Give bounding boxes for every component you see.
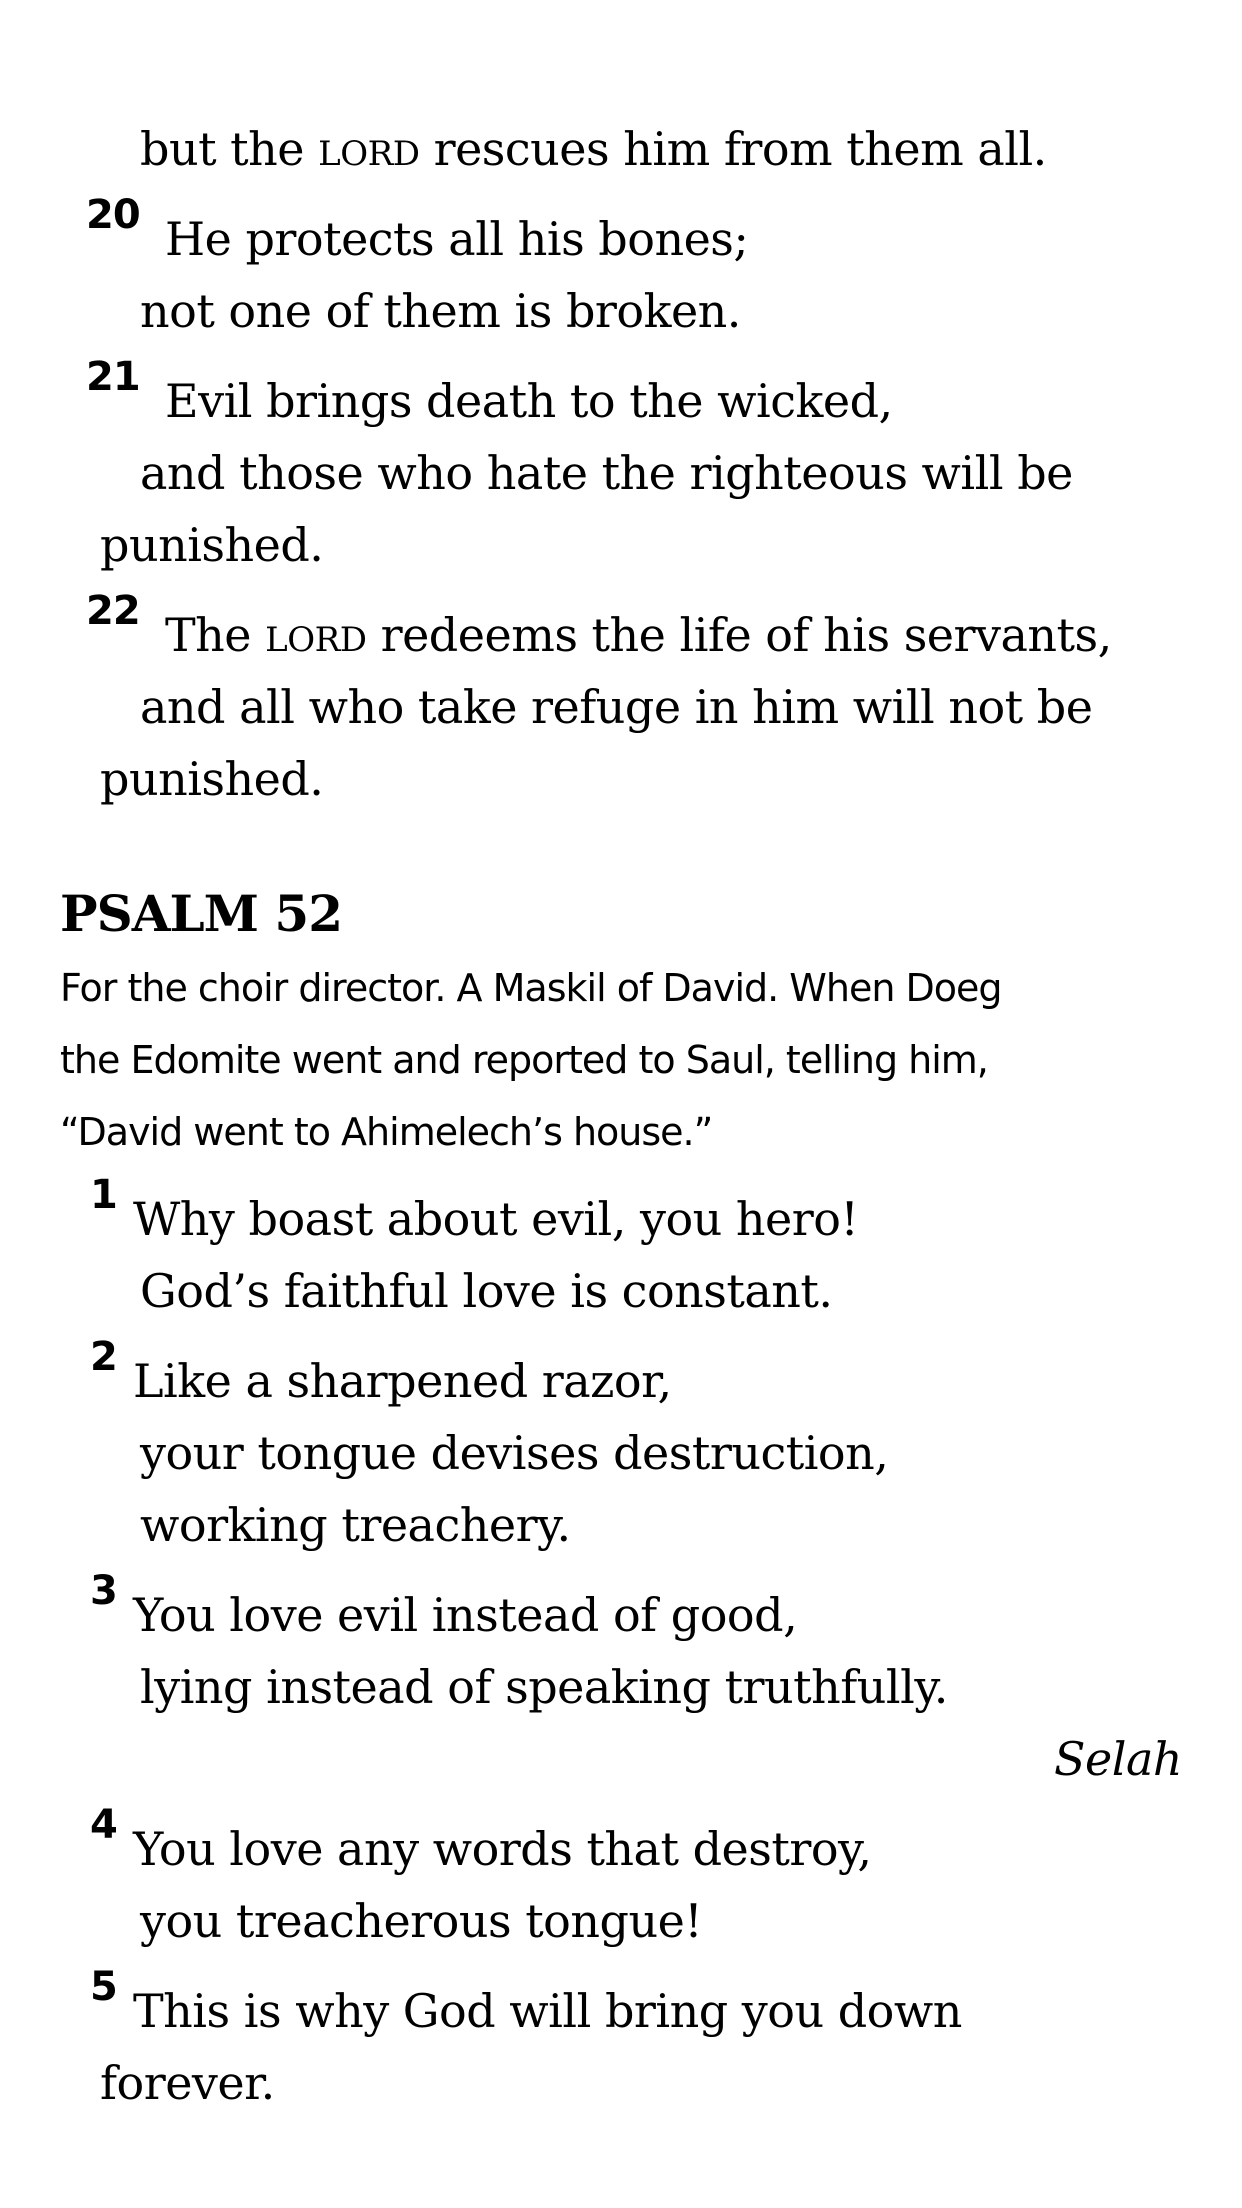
verse-line: you treacherous tongue! — [140, 1894, 703, 1948]
text: rescues him from them all. — [419, 122, 1047, 176]
verse-line — [165, 608, 1112, 662]
verse-line: This is why God will bring you down — [133, 1984, 962, 2038]
verse-line: not one of them is broken. — [140, 284, 741, 338]
text: but the — [140, 122, 319, 176]
verse-line: Like a sharpened razor, — [133, 1354, 672, 1408]
verse-line: your tongue devises destruction, — [140, 1426, 889, 1480]
verse-line: and those who hate the righteous will be — [140, 446, 1073, 500]
verse-line: punished. — [100, 752, 324, 806]
superscription-line: “David went to Ahimelech’s house.” — [60, 1110, 713, 1154]
verse-line: You love evil instead of good, — [133, 1588, 798, 1642]
verse-line: You love any words that destroy, — [133, 1822, 872, 1876]
verse-number: 1 — [90, 1172, 117, 1218]
verse-number: 5 — [90, 1964, 117, 2010]
verse-line: He protects all his bones; — [165, 212, 749, 266]
verse-line: Why boast about evil, you hero! — [133, 1192, 859, 1246]
verse-number: 2 — [90, 1334, 117, 1380]
verse-line: lying instead of speaking truthfully. — [140, 1660, 948, 1714]
superscription-line: the Edomite went and reported to Saul, telling him, — [60, 1038, 988, 1082]
verse-line: and all who take refuge in him will not be — [140, 680, 1093, 734]
lord-small-caps: LORD — [318, 134, 420, 174]
verse-number: 21 — [86, 354, 140, 400]
verse-number: 3 — [90, 1568, 117, 1614]
text: The — [165, 608, 266, 662]
verse-number: 20 — [86, 192, 140, 238]
verse-line: God’s faithful love is constant. — [140, 1264, 833, 1318]
verse-number: 4 — [90, 1802, 117, 1848]
verse-line: Evil brings death to the wicked, — [165, 374, 893, 428]
psalm-title: PSALM 52 — [60, 884, 342, 943]
verse-line: forever. — [100, 2056, 275, 2110]
lord-small-caps: LORD — [265, 620, 367, 660]
selah: Selah — [1054, 1732, 1182, 1786]
verse-line — [140, 122, 1047, 176]
verse-number: 22 — [86, 588, 140, 634]
superscription-line: For the choir director. A Maskil of David. When Doeg — [60, 966, 1002, 1010]
verse-line: working treachery. — [140, 1498, 571, 1552]
verse-line: punished. — [100, 518, 324, 572]
text: redeems the life of his servants, — [366, 608, 1112, 662]
